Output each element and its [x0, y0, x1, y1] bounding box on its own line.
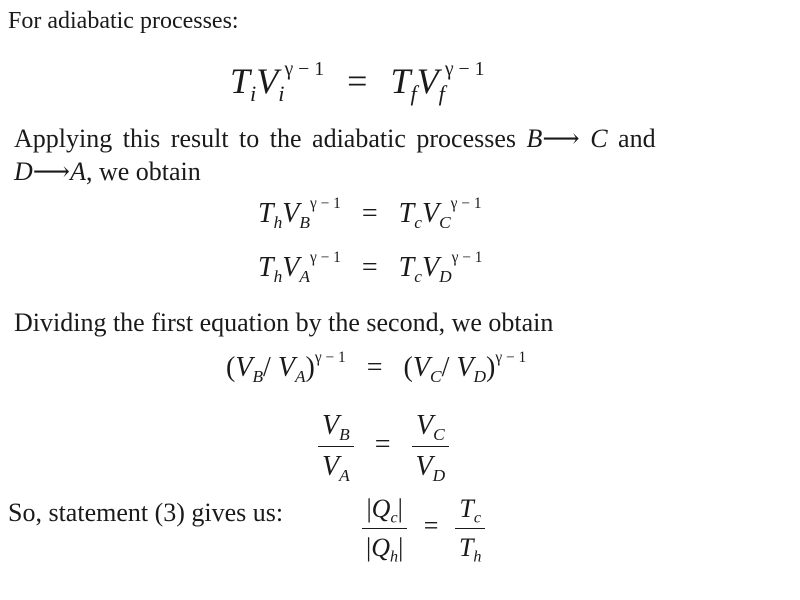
intro-text: For adiabatic processes: — [8, 8, 239, 34]
paragraph-applying-line2: D⟶A, we obtain — [14, 157, 201, 186]
ratio-equation: ($V_B/$ $V_A)^{\gamma - 1} = (V_C/$ $V_D)^{\gamma - 1}$ — [226, 349, 527, 387]
equation-da: $T_hV_A^{\gamma - 1} = T_cV_D^{\gamma - 1}$ — [258, 249, 483, 287]
heat-temperature-equation: $\frac{|Q_c|}{|Q_h|}$ = $\frac{T_c}{T_h}$ — [362, 494, 485, 563]
adiabatic-equation: $T_iV_i^{\gamma - 1} = T_fV_f^{\gamma - 1}$ — [230, 58, 485, 106]
conclusion-text: So, statement (3) gives us: — [8, 498, 284, 527]
fraction-equation: $\frac{V_B}{V_A}$ = $\frac{V_C}{V_D}$ — [318, 410, 449, 483]
paragraph-applying: Applying this result to the adiabatic processes B⟶ C and — [14, 124, 656, 153]
equation-bc: $T_hV_B^{\gamma - 1} = T_cV_C^{\gamma - 1}$ — [258, 195, 482, 233]
paragraph-dividing: Dividing the first equation by the second, we obtain — [14, 308, 554, 337]
